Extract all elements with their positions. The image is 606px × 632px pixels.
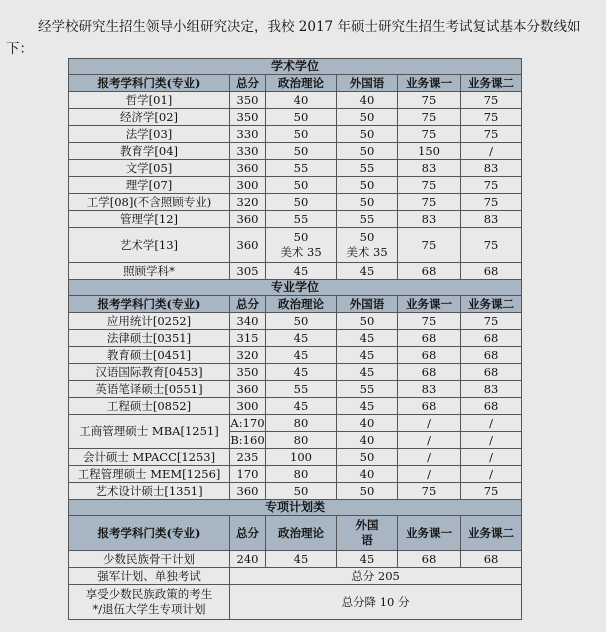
cell-category: 工学[08](不含照顾专业) [69, 194, 230, 211]
cell-total: 360 [230, 483, 266, 500]
cell-politics: 50 [266, 483, 337, 500]
cell-category: 哲学[01] [69, 92, 230, 109]
cell-category: 教育硕士[0451] [69, 347, 230, 364]
header-course1: 业务课一 [398, 296, 461, 313]
cell-course2: 68 [461, 364, 522, 381]
cell-category: 艺术设计硕士[1351] [69, 483, 230, 500]
cell-total: 360 [230, 228, 266, 263]
table-row-mba-a [69, 415, 522, 432]
cell-category: 理学[07] [69, 177, 230, 194]
cell-foreign: 55 [337, 211, 398, 228]
foreign-fine-arts: 美术 35 [346, 245, 388, 259]
cell-politics: 40 [266, 92, 337, 109]
cell-merged-value: 总分降 10 分 [230, 585, 522, 620]
section-professional [69, 280, 522, 296]
cell-course1: 68 [398, 398, 461, 415]
benefit-line1: 享受少数民族政策的考生 [85, 587, 213, 601]
cell-total: 340 [230, 313, 266, 330]
cell-category-mba: 工商管理硕士 MBA[1251] [69, 415, 230, 449]
cell-total: 305 [230, 263, 266, 280]
section-special-title: 专项计划类 [69, 500, 522, 516]
cell-foreign: 50 [337, 109, 398, 126]
cell-course1: 75 [398, 483, 461, 500]
header-course2: 业务课二 [461, 516, 522, 551]
cell-category: 法律硕士[0351] [69, 330, 230, 347]
cell-total-b: B:160 [230, 432, 265, 447]
cell-category: 强军计划、单独考试 [69, 568, 230, 585]
cell-course2: 75 [461, 228, 522, 263]
cell-foreign: 45 [337, 263, 398, 280]
cell-politics: 55 [266, 211, 337, 228]
cell-foreign: 50 [337, 126, 398, 143]
header-foreign: 外国语 [337, 296, 398, 313]
cell-politics-b: 80 [266, 432, 337, 449]
cell-total-a: A:170 [230, 415, 265, 430]
header-course1: 业务课一 [398, 75, 461, 92]
cell-merged-value: 总分 205 [230, 568, 522, 585]
cell-course1: 83 [398, 381, 461, 398]
cell-course2: 68 [461, 263, 522, 280]
politics-general: 50 [293, 230, 309, 244]
cell-total: 235 [230, 449, 266, 466]
table-row [69, 398, 522, 415]
cell-total: 300 [230, 177, 266, 194]
cell-politics: 50 [266, 194, 337, 211]
cell-course1: 75 [398, 92, 461, 109]
header-row-professional [69, 296, 522, 313]
cell-course1: 83 [398, 211, 461, 228]
cell-course1: 68 [398, 364, 461, 381]
cell-foreign: 50 [337, 449, 398, 466]
cell-foreign: 45 [337, 364, 398, 381]
table-row [69, 347, 522, 364]
cell-course1: / [398, 449, 461, 466]
header-total: 总分 [230, 516, 266, 551]
professional-rows [69, 313, 522, 415]
cell-course2: 75 [461, 109, 522, 126]
cell-course2: 75 [461, 126, 522, 143]
header-category: 报考学科门类(专业) [69, 75, 230, 92]
cell-category: 文学[05] [69, 160, 230, 177]
cell-total: 360 [230, 381, 266, 398]
cell-politics: 45 [266, 330, 337, 347]
section-professional-title: 专业学位 [69, 280, 522, 296]
cell-course2: 68 [461, 398, 522, 415]
cell-total: 170 [230, 466, 266, 483]
table-row [69, 211, 522, 228]
cell-course1: 75 [398, 194, 461, 211]
cell-category: 会计硕士 MPACC[1253] [69, 449, 230, 466]
table-row [69, 109, 522, 126]
table-row [69, 177, 522, 194]
cell-course1: 75 [398, 228, 461, 263]
cell-category: 英语笔译硕士[0551] [69, 381, 230, 398]
cell-politics: 45 [266, 398, 337, 415]
header-row-special [69, 516, 522, 551]
cell-category: 少数民族骨干计划 [69, 551, 230, 568]
cell-politics: 50 [266, 143, 337, 160]
cell-course2: 83 [461, 381, 522, 398]
cell-total: 330 [230, 143, 266, 160]
cell-foreign-b: 40 [337, 432, 398, 449]
cell-foreign: 40 [337, 466, 398, 483]
academic-rows [69, 92, 522, 228]
table-row [69, 466, 522, 483]
cell-category: 工程管理硕士 MEM[1256] [69, 466, 230, 483]
header-politics: 政治理论 [266, 296, 337, 313]
table-row-benefit [69, 585, 522, 620]
cell-total: 330 [230, 126, 266, 143]
cell-course1: 75 [398, 177, 461, 194]
cell-course2-a: / [461, 415, 522, 432]
cell-foreign: 50 [337, 177, 398, 194]
cell-course2: / [461, 466, 522, 483]
cell-course2: / [461, 449, 522, 466]
cell-politics: 50 [266, 313, 337, 330]
header-course1: 业务课一 [398, 516, 461, 551]
cell-politics: 45 [266, 551, 337, 568]
cell-total: 315 [230, 330, 266, 347]
cell-course2: 75 [461, 92, 522, 109]
cell-foreign: 50 [337, 483, 398, 500]
section-academic [69, 59, 522, 75]
cell-politics: 50 [266, 177, 337, 194]
header-total: 总分 [230, 75, 266, 92]
table-row [69, 126, 522, 143]
cell-politics-a: 80 [266, 415, 337, 432]
cell-foreign: 50 [337, 194, 398, 211]
section-special [69, 500, 522, 516]
foreign-general: 50 [359, 230, 375, 244]
cell-category: 应用统计[0252] [69, 313, 230, 330]
cell-foreign: 45 [337, 347, 398, 364]
table-row [69, 364, 522, 381]
cell-politics: 45 [266, 364, 337, 381]
table-row-minority [69, 551, 522, 568]
cell-politics: 80 [266, 466, 337, 483]
header-foreign-line2: 语 [361, 533, 373, 547]
cell-politics: 45 [266, 263, 337, 280]
cell-foreign [337, 228, 398, 263]
cell-course1: 75 [398, 109, 461, 126]
cell-course1-a: / [398, 415, 461, 432]
table-row [69, 313, 522, 330]
cell-course1: 68 [398, 330, 461, 347]
cell-total: 360 [230, 160, 266, 177]
cell-course2: 75 [461, 313, 522, 330]
table-row [69, 449, 522, 466]
header-foreign: 外国语 [337, 75, 398, 92]
cell-foreign: 45 [337, 398, 398, 415]
cell-politics: 100 [266, 449, 337, 466]
cell-course2: 75 [461, 483, 522, 500]
cell-course1-b: / [398, 432, 461, 449]
table-row [69, 143, 522, 160]
table-row [69, 160, 522, 177]
cell-politics [266, 228, 337, 263]
cell-course1: 75 [398, 126, 461, 143]
header-category: 报考学科门类(专业) [69, 516, 230, 551]
cell-course2: / [461, 143, 522, 160]
header-row-academic [69, 75, 522, 92]
cell-course2-b: / [461, 432, 522, 449]
header-course2: 业务课二 [461, 75, 522, 92]
header-foreign-special [337, 516, 398, 551]
cell-course1: / [398, 466, 461, 483]
cell-total: 350 [230, 109, 266, 126]
cell-foreign: 50 [337, 313, 398, 330]
table-row-strong-army [69, 568, 522, 585]
table-row [69, 194, 522, 211]
header-total: 总分 [230, 296, 266, 313]
cell-course2: 68 [461, 347, 522, 364]
cell-course2: 83 [461, 211, 522, 228]
cell-course2: 68 [461, 551, 522, 568]
cell-politics: 50 [266, 109, 337, 126]
cell-category: 法学[03] [69, 126, 230, 143]
cell-total: 350 [230, 92, 266, 109]
cell-course2: 68 [461, 330, 522, 347]
cell-category: 照顾学科* [69, 263, 230, 280]
score-line-table [68, 58, 522, 620]
cell-foreign: 55 [337, 381, 398, 398]
header-category: 报考学科门类(专业) [69, 296, 230, 313]
cell-category: 教育学[04] [69, 143, 230, 160]
cell-course1: 83 [398, 160, 461, 177]
cell-total: 350 [230, 364, 266, 381]
cell-category: 经济学[02] [69, 109, 230, 126]
cell-course1: 68 [398, 263, 461, 280]
cell-total: 320 [230, 194, 266, 211]
cell-foreign: 50 [337, 143, 398, 160]
table-row [69, 483, 522, 500]
header-foreign-line1: 外国 [355, 518, 379, 532]
politics-fine-arts: 美术 35 [280, 245, 322, 259]
cell-foreign: 45 [337, 551, 398, 568]
cell-total: 320 [230, 347, 266, 364]
table-row-care [69, 263, 522, 280]
cell-total: 240 [230, 551, 266, 568]
table-row [69, 330, 522, 347]
cell-foreign: 45 [337, 330, 398, 347]
cell-course2: 83 [461, 160, 522, 177]
cell-foreign: 40 [337, 92, 398, 109]
header-politics: 政治理论 [266, 75, 337, 92]
cell-politics: 45 [266, 347, 337, 364]
benefit-line2: */退伍大学生专项计划 [92, 602, 206, 616]
cell-category [69, 585, 230, 620]
cell-course1: 68 [398, 551, 461, 568]
cell-category: 工程硕士[0852] [69, 398, 230, 415]
cell-total: 360 [230, 211, 266, 228]
header-politics: 政治理论 [266, 516, 337, 551]
cell-course1: 68 [398, 347, 461, 364]
cell-foreign: 55 [337, 160, 398, 177]
cell-politics: 55 [266, 160, 337, 177]
cell-course2: 75 [461, 194, 522, 211]
cell-foreign-a: 40 [337, 415, 398, 432]
section-academic-title: 学术学位 [69, 59, 522, 75]
professional-rows-2 [69, 449, 522, 500]
table-row [69, 92, 522, 109]
cell-politics: 55 [266, 381, 337, 398]
header-course2: 业务课二 [461, 296, 522, 313]
table-row-art [69, 228, 522, 263]
cell-politics: 50 [266, 126, 337, 143]
cell-category: 汉语国际教育[0453] [69, 364, 230, 381]
cell-course1: 150 [398, 143, 461, 160]
table-row [69, 381, 522, 398]
cell-category: 艺术学[13] [69, 228, 230, 263]
cell-total: 300 [230, 398, 266, 415]
cell-category: 管理学[12] [69, 211, 230, 228]
intro-paragraph: 经学校研究生招生领导小组研究决定，我校 2017 年硕士研究生招生考试复试基本分数线如下： [6, 18, 581, 57]
cell-course1: 75 [398, 313, 461, 330]
cell-course2: 75 [461, 177, 522, 194]
